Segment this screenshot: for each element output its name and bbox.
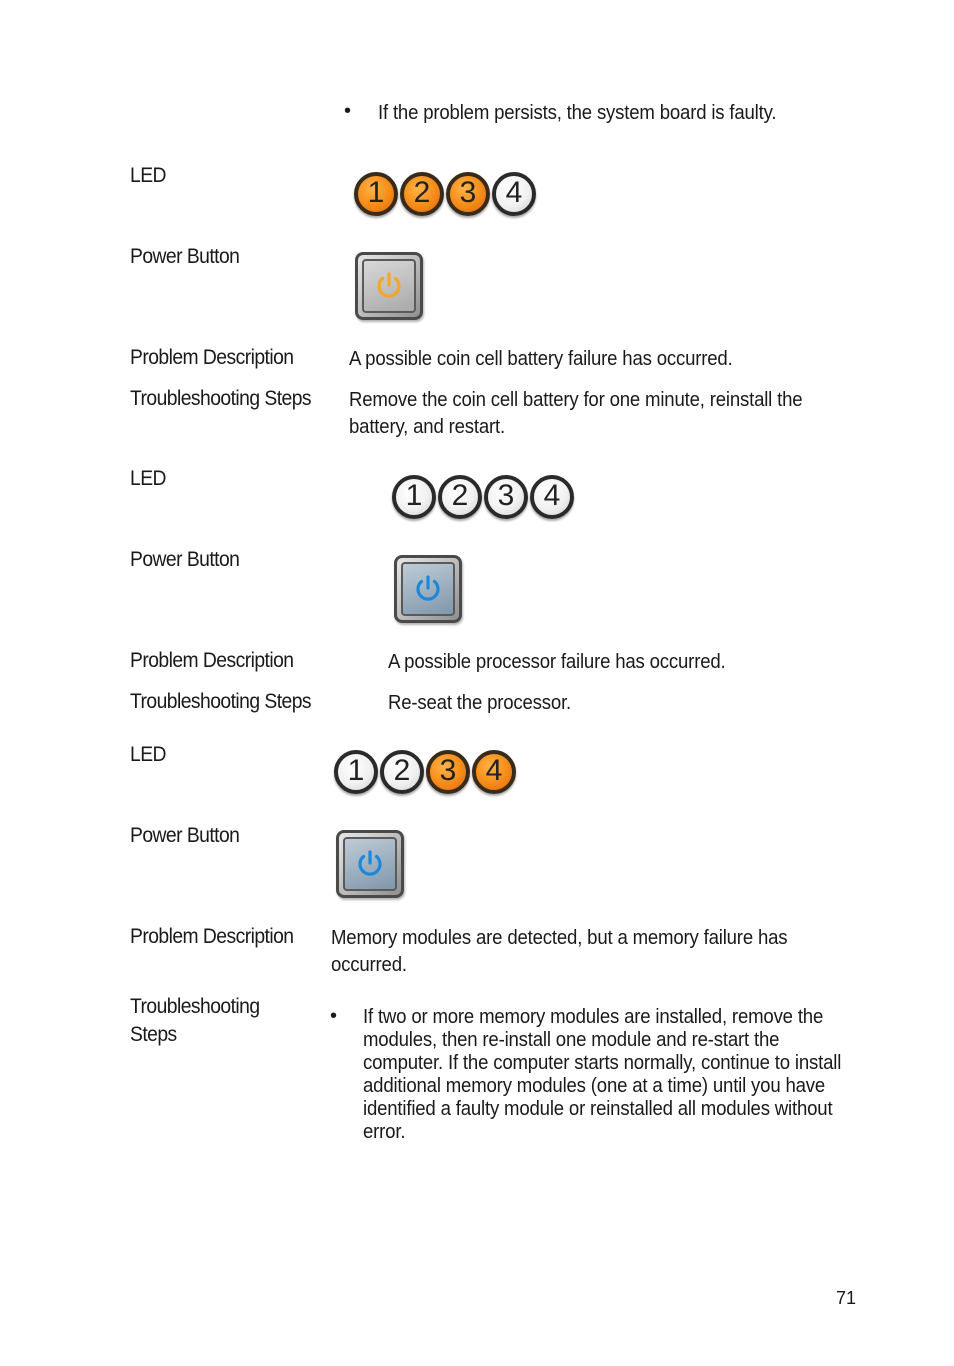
led-indicator-row (354, 172, 536, 216)
led-1: 1 (334, 750, 378, 794)
led-2: 2 (380, 750, 424, 794)
led-1: 1 (354, 172, 398, 216)
led-label: LED (130, 467, 166, 490)
power-button-label: Power Button (130, 245, 240, 268)
troubleshooting-steps-label: Troubleshooting Steps (130, 690, 312, 713)
led-label: LED (130, 164, 166, 187)
problem-description-label: Problem Description (130, 925, 294, 948)
led-2: 2 (438, 475, 482, 519)
bullet-marker: • (330, 1005, 338, 1027)
led-indicator-row (392, 475, 574, 519)
troubleshooting-steps-text: Re-seat the processor. (388, 692, 572, 714)
power-amber-icon (372, 269, 406, 303)
power-blue-icon (353, 847, 387, 881)
power-button-image (336, 830, 404, 898)
power-button-image (355, 252, 423, 320)
led-1: 1 (392, 475, 436, 519)
led-label: LED (130, 743, 166, 766)
led-3: 3 (426, 750, 470, 794)
troubleshooting-steps-text: If two or more memory modules are installed, remove the modules, then re-install one module and re-start the computer. If the computer starts normally, continue to install additional memory modules (one at a time) until you have identified a faulty module or reinstalled all modules without error. (363, 1006, 842, 1143)
page-number: 71 (836, 1288, 857, 1308)
troubleshooting-label-line2: Steps (130, 1023, 177, 1046)
top-bullet-text: If the problem persists, the system board is faulty. (378, 102, 777, 124)
troubleshooting-steps-text: Remove the coin cell battery for one minute, reinstall the battery, and restart. (349, 389, 803, 438)
power-button-label: Power Button (130, 824, 240, 847)
led-4: 4 (492, 172, 536, 216)
bullet-marker: • (344, 100, 352, 122)
problem-description-label: Problem Description (130, 346, 294, 369)
led-4: 4 (472, 750, 516, 794)
problem-description-text: A possible coin cell battery failure has occurred. (349, 348, 733, 370)
troubleshooting-steps-label: Troubleshooting Steps (130, 387, 312, 410)
led-4: 4 (530, 475, 574, 519)
power-button-image (394, 555, 462, 623)
troubleshooting-label-line1: Troubleshooting (130, 995, 260, 1018)
problem-description-label: Problem Description (130, 649, 294, 672)
led-3: 3 (446, 172, 490, 216)
troubleshooting-steps-label (130, 993, 260, 1049)
led-3: 3 (484, 475, 528, 519)
problem-description-text: A possible processor failure has occurred. (388, 651, 726, 673)
led-2: 2 (400, 172, 444, 216)
problem-description-text: Memory modules are detected, but a memory failure has occurred. (331, 927, 788, 976)
power-blue-icon (411, 572, 445, 606)
power-button-label: Power Button (130, 548, 240, 571)
led-indicator-row (334, 750, 516, 794)
